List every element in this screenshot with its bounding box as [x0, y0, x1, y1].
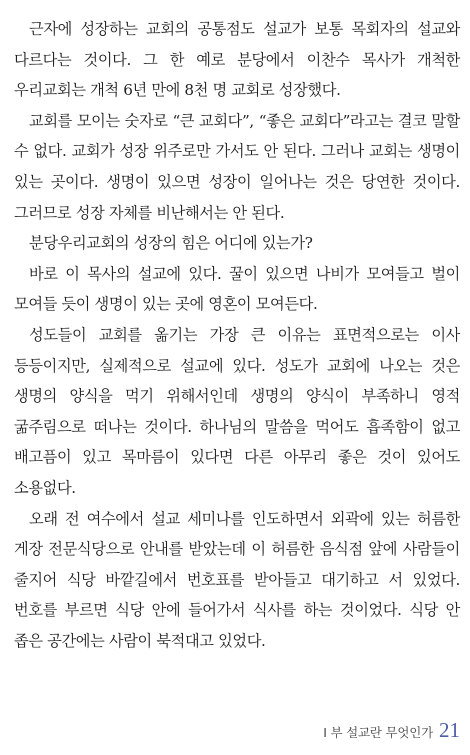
- paragraph-5: 성도들이 교회를 옮기는 가장 큰 이유는 표면적으로는 이사 등등이지만, 실제적으로 설교에 있다. 성도가 교회에 나오는 것은 생명의 양식을 먹기 위해서인데 생명의 양식이 부족하니 영적 굶주림으로 떠나는 것이다. 하나님의 말씀을 먹어도 흡족함이 없고 배고픔이 있고 목마름이 있다면 다른 아무리 좋은 것이 있어도 소용없다.: [14, 325, 460, 497]
- paragraph-6: 오래 전 여수에서 설교 세미나를 인도하면서 외곽에 있는 허름한 게장 전문식당으로 안내를 받았는데 이 허름한 음식점 앞에 사람들이 줄지어 식당 바깥길에서 번호표를 받아들고 대기하고 서 있었다. 번호를 부르면 식당 안에 들어가서 식사를 하는 것이었다. 식당 안 좁은 공간에는 사람이 북적대고 있었다.: [14, 509, 460, 650]
- paragraph-1: 근자에 성장하는 교회의 공통점도 설교가 보통 목회자의 설교와 다르다는 것이다. 그 한 예로 분당에서 이찬수 목사가 개척한 우리교회는 개척 6년 만에 8천 명 교회로 성장했다.: [14, 20, 460, 100]
- paragraph-3: 분당우리교회의 성장의 힘은 어디에 있는가?: [29, 234, 313, 253]
- paragraph-4: 바로 이 목사의 설교에 있다. 꿀이 있으면 나비가 모여들고 벌이 모여들 듯이 생명이 있는 곳에 영혼이 모여든다.: [14, 264, 460, 314]
- page-footer: [323, 718, 460, 743]
- page-body: [14, 14, 460, 656]
- page-number: 21: [439, 718, 460, 742]
- paragraph-2: 교회를 모이는 숫자로 “큰 교회다”, “좋은 교회다”라고는 결코 말할 수 없다. 교회가 성장 위주로만 가서도 안 된다. 그러나 교회는 생명이 있는 곳이다. 생명이 있으면 성장이 일어나는 것은 당연한 것이다. 그러므로 성장 자체를 비난해서는 안 된다.: [14, 111, 460, 222]
- running-section-title: I 부 설교란 무엇인가: [323, 725, 433, 740]
